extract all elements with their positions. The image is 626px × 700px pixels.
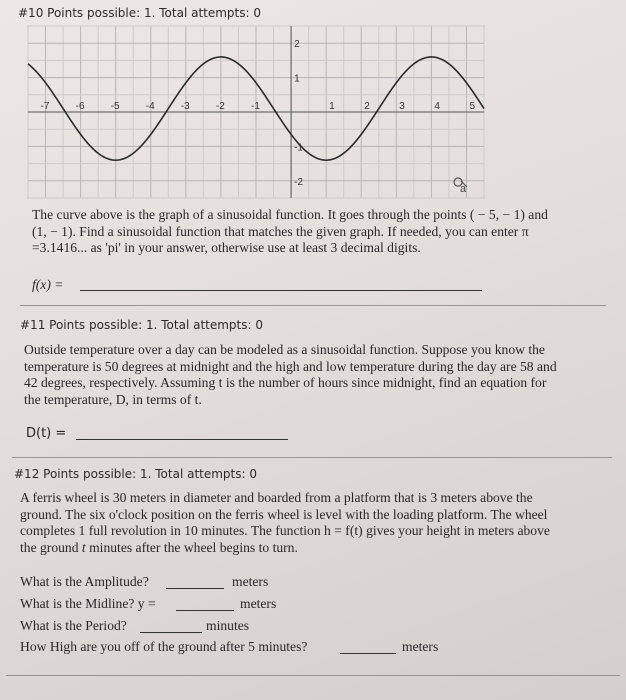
x-tick-label: -1 [251,101,260,112]
q11-answer-field[interactable] [76,439,288,440]
x-tick-label: 5 [469,101,476,112]
q10-answer-field[interactable] [80,290,482,291]
x-tick-label: -4 [145,101,155,112]
period-question: What is the Period? [20,618,127,633]
q12-text-line-4: the ground t minutes after the wheel begins to turn. [20,539,298,555]
period-unit: minutes [206,618,250,633]
x-tick-label: 2 [364,101,370,112]
q11-header: #11 Points possible: 1. Total attempts: 0 [20,318,263,332]
x-tick-label: -7 [40,101,50,112]
height-answer-field[interactable] [340,653,396,654]
amplitude-unit: meters [232,574,269,589]
x-tick-label: 1 [329,101,335,112]
q10-text-line-3: =3.1416... as 'pi' in your answer, otherwise use at least 3 decimal digits. [32,240,421,256]
q11-text-line-1: Outside temperature over a day can be modeled as a sinusoidal function. Suppose you know the [24,342,545,357]
y-tick-label: -2 [294,176,303,188]
x-tick-label: 4 [434,101,440,112]
corner-mark: a [460,183,467,195]
midline-question: What is the Midline? y = [20,596,156,611]
q10-text-line-1: The curve above is the graph of a sinusoidal function. It goes through the points ( − 5, − 1) and [32,207,548,222]
q11-text-line-4: the temperature, D, in terms of t. [24,391,202,407]
q12-text-line-3: completes 1 full revolution in 10 minutes. The function h = f(t) gives your height in meters above [20,523,550,539]
q11-text-line-3: 42 degrees, respectively. Assuming t is the number of hours since midnight, find an equation for [24,375,547,391]
q11-text-line-2: temperature is 50 degrees at midnight and the high and low temperature during the day are 58 and [24,358,557,374]
height-unit: meters [402,639,439,654]
midline-answer-field[interactable] [176,610,234,611]
q12-text-line-2: ground. The six o'clock position on the ferris wheel is level with the loading platform. The wheel [20,506,548,522]
q10-answer-label: f(x) = [32,277,64,292]
x-tick-label: 3 [399,101,405,112]
midline-unit: meters [240,596,277,611]
x-tick-label: -6 [75,101,85,112]
x-tick-label: -5 [110,101,120,112]
q11-answer-label: D(t) = [26,426,67,441]
y-tick-label: 2 [294,39,300,51]
period-answer-field[interactable] [140,632,202,633]
y-tick-label: -1 [294,142,303,154]
q12-text-line-1: A ferris wheel is 30 meters in diameter and boarded from a platform that is 3 meters above the [20,490,533,505]
x-tick-label: -2 [215,101,225,112]
height-question: How High are you off of the ground after 5 minutes? [20,639,308,654]
q10-text-line-2: (1, − 1). Find a sinusoidal function that matches the given graph. If needed, you can enter π [32,223,529,239]
amplitude-question: What is the Amplitude? [20,574,149,589]
y-tick-label: 1 [294,73,300,85]
amplitude-answer-field[interactable] [166,588,224,589]
x-tick-label: -3 [180,101,190,112]
q10-header: #10 Points possible: 1. Total attempts: 0 [18,6,261,20]
q12-header: #12 Points possible: 1. Total attempts: 0 [14,467,257,481]
